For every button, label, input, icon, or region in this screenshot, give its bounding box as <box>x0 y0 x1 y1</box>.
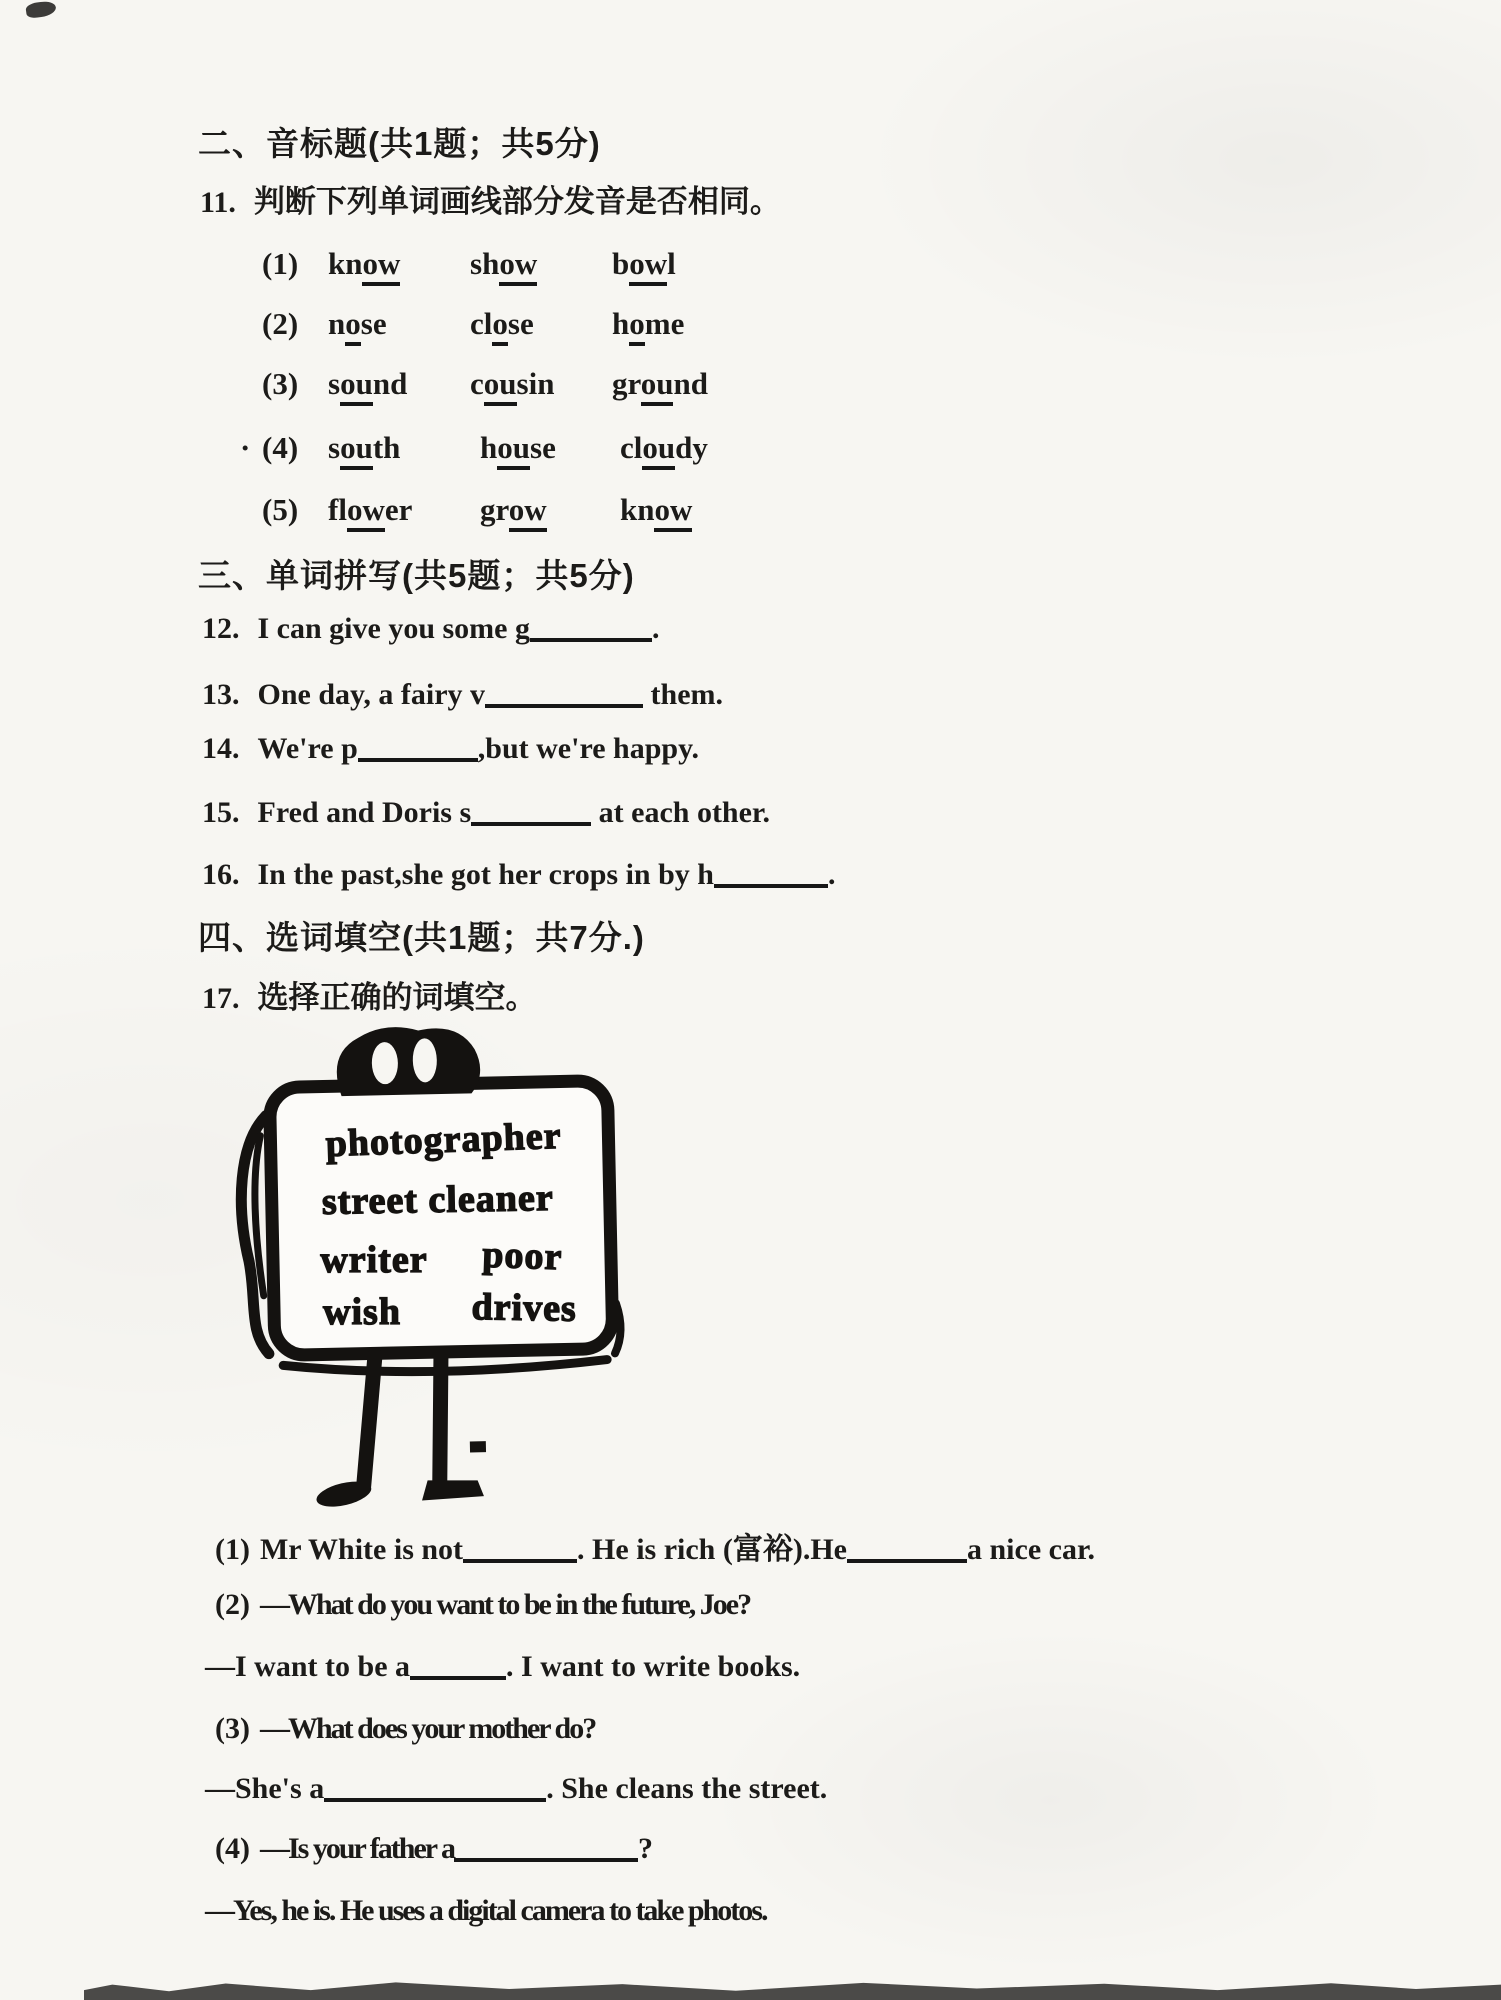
item4-answer-text: —Yes, he is. He uses a digital camera to take photos. <box>205 1894 767 1927</box>
item4-question-pre: —Is your father a <box>259 1832 455 1865</box>
word-part: b <box>612 246 630 281</box>
q17-item1 <box>215 1524 1095 1568</box>
item3-answer-post: . She cleans the street. <box>546 1772 828 1805</box>
item2-answer-post: . I want to write books. <box>506 1650 801 1683</box>
sign-right-leg <box>437 1354 444 1486</box>
word-underlined: ow <box>629 246 667 286</box>
word-underlined: ow <box>362 246 400 286</box>
phonetic-word <box>612 366 708 402</box>
q16-number: 16. <box>202 858 240 891</box>
q11-text: 判断下列单词画线部分发音是否相同。 <box>253 184 781 219</box>
q11-number: 11. <box>200 186 236 219</box>
word-bank-line3a: writer <box>320 1239 428 1281</box>
phonetic-word <box>620 430 708 466</box>
word-part: th <box>372 430 401 465</box>
word-part: dy <box>675 430 708 465</box>
word-part: gr <box>480 492 509 527</box>
item3-answer-pre: —She's a <box>205 1772 325 1805</box>
word-part: c <box>470 366 484 401</box>
q12-number: 12. <box>202 612 240 645</box>
q13-blank <box>485 680 643 708</box>
phonetic-word <box>480 430 556 466</box>
word-bank-line4b: drives <box>471 1286 578 1330</box>
word-part: s <box>328 366 341 401</box>
word-part: h <box>480 430 498 465</box>
q13-number: 13. <box>202 678 240 711</box>
q16-text-post: . <box>827 858 836 891</box>
item2-answer-pre: —I want to be a <box>205 1650 411 1683</box>
word-underlined: ou <box>340 430 373 470</box>
q13-text-pre: One day, a fairy v <box>257 678 486 711</box>
word-part: kn <box>620 492 655 527</box>
scan-dark-band <box>84 1978 1501 2000</box>
phonetic-row-3 <box>200 366 1100 412</box>
word-underlined: o <box>492 306 508 346</box>
q15-blank <box>471 798 591 826</box>
phonetic-word <box>328 430 400 466</box>
word-underlined: ow <box>509 492 547 532</box>
word-part: me <box>644 306 685 341</box>
word-part: sh <box>470 246 500 281</box>
word-underlined: ou <box>642 430 675 470</box>
item4-blank <box>454 1834 638 1862</box>
phonetic-word <box>328 306 387 342</box>
q12-line <box>202 612 660 646</box>
q17-number: 17. <box>202 982 240 1015</box>
q11-instruction <box>200 176 781 221</box>
word-underlined: o <box>345 306 361 346</box>
word-underlined: ou <box>497 430 530 470</box>
word-part: se <box>507 306 534 341</box>
stray-dot: · <box>240 430 251 465</box>
word-part: sin <box>516 366 555 401</box>
q15-line <box>202 796 770 830</box>
phonetic-row-2 <box>200 306 1100 352</box>
q12-text-post: . <box>652 612 660 645</box>
word-bank-sign-drawing <box>222 1012 637 1517</box>
item1-label: (1) <box>215 1533 250 1566</box>
q14-blank <box>358 734 478 762</box>
q14-line <box>202 732 699 766</box>
sign-fist <box>336 1025 481 1096</box>
word-part: l <box>667 246 676 281</box>
item1-blank2 <box>847 1535 967 1563</box>
q12-blank <box>530 614 652 642</box>
q17-item3-answer <box>205 1772 827 1806</box>
item3-label: (3) <box>215 1712 250 1745</box>
sign-leg-mark <box>470 1441 486 1452</box>
q17-instruction <box>202 972 537 1017</box>
word-part: nd <box>372 366 408 401</box>
q14-text-pre: We're p <box>257 732 358 765</box>
word-part: er <box>384 492 413 527</box>
q17-text: 选择正确的词填空。 <box>257 980 537 1015</box>
row-label: (1) <box>262 246 299 281</box>
item4-question-post: ? <box>638 1832 654 1865</box>
word-underlined: ow <box>654 492 692 532</box>
phonetic-row-5 <box>200 492 1100 538</box>
phonetic-word <box>328 366 407 402</box>
item2-label: (2) <box>215 1588 250 1621</box>
word-part: h <box>612 306 630 341</box>
item1-blank1 <box>463 1535 577 1563</box>
q17-item2-question <box>215 1588 750 1622</box>
word-underlined: o <box>629 306 645 346</box>
sign-right-foot <box>422 1479 484 1500</box>
word-part: n <box>328 306 346 341</box>
q17-item4-question <box>215 1832 653 1866</box>
word-part: se <box>360 306 387 341</box>
word-part: se <box>530 430 556 465</box>
phonetic-word <box>470 246 537 282</box>
section2-heading: 二、音标题(共1题；共5分) <box>198 125 601 162</box>
word-part: kn <box>328 246 363 281</box>
phonetic-row-1 <box>200 246 1100 292</box>
item1-text3: a nice car. <box>967 1533 1096 1566</box>
q15-text-pre: Fred and Doris s <box>257 796 472 829</box>
item2-blank <box>410 1652 506 1680</box>
phonetic-word <box>480 492 547 528</box>
q15-text-post: at each other. <box>591 796 770 829</box>
phonetic-word <box>328 246 400 282</box>
q16-line <box>202 858 835 892</box>
q14-number: 14. <box>202 732 240 765</box>
row-label: (4) <box>262 430 299 465</box>
q16-blank <box>714 860 828 888</box>
word-bank-line1: photographer <box>325 1114 563 1166</box>
q17-item4-answer <box>205 1894 766 1928</box>
phonetic-row-4 <box>200 430 1100 476</box>
word-underlined: ow <box>347 492 385 532</box>
item3-question-text: —What does your mother do? <box>259 1712 596 1745</box>
phonetic-word <box>328 492 412 528</box>
section3-heading: 三、单词拼写(共5题；共5分) <box>198 557 635 594</box>
row-label: (3) <box>262 366 299 401</box>
q12-text-pre: I can give you some g <box>257 612 530 645</box>
q13-line <box>202 678 723 712</box>
q16-text-pre: In the past,she got her crops in by h <box>257 858 714 891</box>
phonetic-word <box>612 246 676 282</box>
item1-text1: Mr White is not <box>259 1533 464 1566</box>
word-part: nd <box>673 366 708 401</box>
q17-item2-answer <box>205 1650 800 1684</box>
word-part: cl <box>470 306 493 341</box>
word-part: fl <box>328 492 347 527</box>
q13-text-post: them. <box>643 678 723 711</box>
word-part: gr <box>612 366 641 401</box>
section4-heading: 四、选词填空(共1题；共7分.) <box>198 919 645 956</box>
word-part: s <box>328 430 341 465</box>
word-bank-line4a: wish <box>323 1291 401 1333</box>
word-underlined: ou <box>340 366 373 406</box>
word-bank-line3b: poor <box>481 1233 564 1279</box>
q17-item3-question <box>215 1712 595 1746</box>
row-label: (5) <box>262 492 299 527</box>
q15-number: 15. <box>202 796 240 829</box>
word-underlined: ou <box>641 366 674 406</box>
scan-smudge <box>25 0 57 19</box>
word-bank-line2: street cleaner <box>321 1176 554 1224</box>
phonetic-word <box>612 306 684 342</box>
word-underlined: ow <box>499 246 537 286</box>
item3-blank <box>324 1774 546 1802</box>
item4-label: (4) <box>215 1832 250 1865</box>
word-underlined: ou <box>484 366 517 406</box>
item2-question-text: —What do you want to be in the future, Joe? <box>259 1588 751 1621</box>
q14-text-post: ,but we're happy. <box>477 732 699 765</box>
item1-text2: . He is rich (富裕).He <box>577 1533 847 1566</box>
phonetic-word <box>470 366 554 402</box>
row-label: (2) <box>262 306 299 341</box>
phonetic-word <box>470 306 534 342</box>
phonetic-word <box>620 492 692 528</box>
word-bank-sign <box>222 1012 637 1517</box>
word-part: cl <box>620 430 643 465</box>
